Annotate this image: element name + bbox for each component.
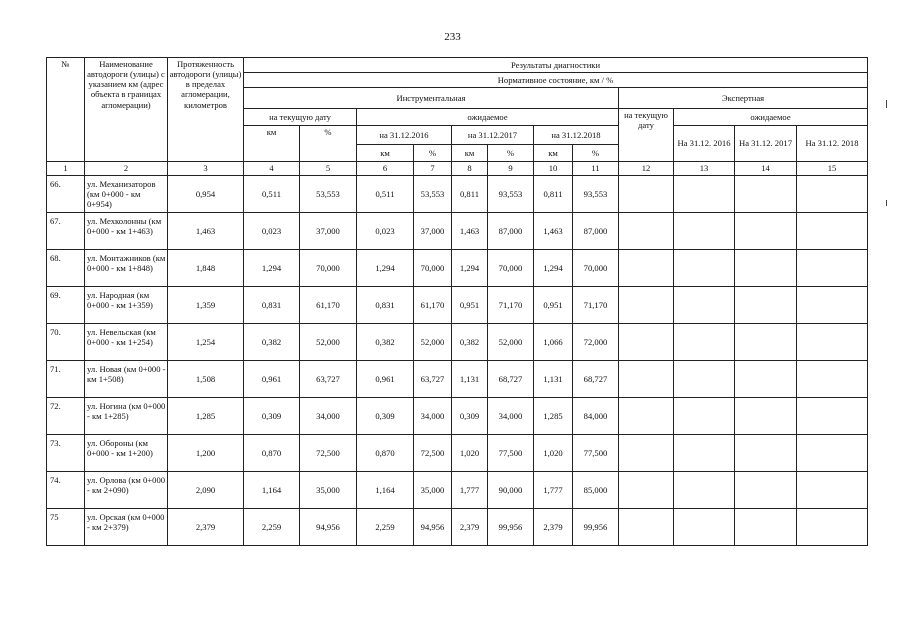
expert-2018-cell — [797, 176, 868, 213]
road-name-cell: ул. Мехколонны (км 0+000 - км 1+463) — [85, 213, 168, 250]
pct-2018-cell: 72,000 — [573, 324, 619, 361]
expert-2017-cell — [735, 324, 797, 361]
road-length-cell: 2,090 — [168, 472, 244, 509]
current-km-cell: 0,831 — [244, 287, 300, 324]
row-number-cell: 73. — [47, 435, 85, 472]
header-date-2017: на 31.12.2017 — [452, 126, 534, 145]
expert-2016-cell — [674, 324, 735, 361]
km-2017-cell: 2,379 — [452, 509, 488, 546]
expert-2017-cell — [735, 509, 797, 546]
km-2018-cell: 2,379 — [534, 509, 573, 546]
expert-2016-cell — [674, 398, 735, 435]
km-2016-cell: 0,382 — [357, 324, 414, 361]
current-km-cell: 1,294 — [244, 250, 300, 287]
header-expert-current-date: на текущую дату — [619, 109, 674, 162]
pct-2018-cell: 99,956 — [573, 509, 619, 546]
current-pct-cell: 72,500 — [300, 435, 357, 472]
header-instrumental: Инструментальная — [244, 88, 619, 109]
expert-2016-cell — [674, 472, 735, 509]
header-number: № — [47, 58, 85, 162]
pct-2018-cell: 93,553 — [573, 176, 619, 213]
header-normative: Нормативное состояние, км / % — [244, 73, 868, 88]
column-number: 12 — [619, 162, 674, 176]
current-pct-cell: 53,553 — [300, 176, 357, 213]
km-2018-cell: 1,131 — [534, 361, 573, 398]
km-2018-cell: 1,285 — [534, 398, 573, 435]
pct-2018-cell: 68,727 — [573, 361, 619, 398]
km-2017-cell: 0,811 — [452, 176, 488, 213]
road-length-cell: 1,508 — [168, 361, 244, 398]
road-length-cell: 1,848 — [168, 250, 244, 287]
road-name-cell: ул. Невельская (км 0+000 - км 1+254) — [85, 324, 168, 361]
column-number: 14 — [735, 162, 797, 176]
header-date-2016: на 31.12.2016 — [357, 126, 452, 145]
column-number: 9 — [488, 162, 534, 176]
expert-2016-cell — [674, 213, 735, 250]
pct-2017-cell: 34,000 — [488, 398, 534, 435]
road-name-cell: ул. Механизаторов (км 0+000 - км 0+954) — [85, 176, 168, 213]
table-row — [47, 324, 868, 361]
km-2017-cell: 1,020 — [452, 435, 488, 472]
column-number: 7 — [414, 162, 452, 176]
expert-2017-cell — [735, 472, 797, 509]
pct-2016-cell: 53,553 — [414, 176, 452, 213]
current-km-cell: 0,382 — [244, 324, 300, 361]
km-2018-cell: 0,951 — [534, 287, 573, 324]
current-km-cell: 0,961 — [244, 361, 300, 398]
expert-current-cell — [619, 176, 674, 213]
km-2017-cell: 1,777 — [452, 472, 488, 509]
header-expert: Экспертная — [619, 88, 868, 109]
road-length-cell: 1,359 — [168, 287, 244, 324]
km-2016-cell: 0,511 — [357, 176, 414, 213]
km-2017-cell: 0,309 — [452, 398, 488, 435]
row-number-cell: 75 — [47, 509, 85, 546]
pct-2016-cell: 70,000 — [414, 250, 452, 287]
pct-2017-cell: 70,000 — [488, 250, 534, 287]
km-2016-cell: 0,831 — [357, 287, 414, 324]
header-date-2018: на 31.12.2018 — [534, 126, 619, 145]
pct-2017-cell: 99,956 — [488, 509, 534, 546]
pct-2016-cell: 37,000 — [414, 213, 452, 250]
expert-2017-cell — [735, 361, 797, 398]
current-pct-cell: 63,727 — [300, 361, 357, 398]
scan-mark — [886, 100, 887, 108]
expert-current-cell — [619, 509, 674, 546]
expert-2016-cell — [674, 435, 735, 472]
table-row — [47, 287, 868, 324]
road-length-cell: 1,200 — [168, 435, 244, 472]
row-number-cell: 69. — [47, 287, 85, 324]
expert-2017-cell — [735, 213, 797, 250]
header-expert-2018: На 31.12. 2018 — [797, 126, 868, 162]
km-2018-cell: 1,463 — [534, 213, 573, 250]
page-number: 233 — [444, 31, 461, 43]
expert-2017-cell — [735, 287, 797, 324]
pct-2016-cell: 63,727 — [414, 361, 452, 398]
header-km-2018: км — [534, 145, 573, 162]
road-name-cell: ул. Ногина (км 0+000 - км 1+285) — [85, 398, 168, 435]
header-expert-2017: На 31.12. 2017 — [735, 126, 797, 162]
expert-2017-cell — [735, 176, 797, 213]
pct-2016-cell: 72,500 — [414, 435, 452, 472]
km-2016-cell: 0,023 — [357, 213, 414, 250]
table-row — [47, 250, 868, 287]
header-expected: ожидаемое — [357, 109, 619, 126]
current-km-cell: 0,870 — [244, 435, 300, 472]
expert-current-cell — [619, 435, 674, 472]
pct-2017-cell: 71,170 — [488, 287, 534, 324]
road-name-cell: ул. Обороны (км 0+000 - км 1+200) — [85, 435, 168, 472]
pct-2018-cell: 84,000 — [573, 398, 619, 435]
header-expert-2016: На 31.12. 2016 — [674, 126, 735, 162]
column-number: 2 — [85, 162, 168, 176]
column-number: 10 — [534, 162, 573, 176]
current-pct-cell: 34,000 — [300, 398, 357, 435]
expert-2018-cell — [797, 509, 868, 546]
expert-current-cell — [619, 324, 674, 361]
km-2017-cell: 1,294 — [452, 250, 488, 287]
km-2016-cell: 0,309 — [357, 398, 414, 435]
row-number-cell: 67. — [47, 213, 85, 250]
expert-2016-cell — [674, 250, 735, 287]
header-road-name: Наименование автодороги (улицы) с указанием км (адрес объекта в границах агломерации) — [85, 58, 168, 162]
km-2016-cell: 1,294 — [357, 250, 414, 287]
header-km-2017: км — [452, 145, 488, 162]
pct-2017-cell: 52,000 — [488, 324, 534, 361]
pct-2016-cell: 35,000 — [414, 472, 452, 509]
header-results: Результаты диагностики — [244, 58, 868, 73]
km-2018-cell: 1,777 — [534, 472, 573, 509]
header-pct-2017: % — [488, 145, 534, 162]
road-length-cell: 2,379 — [168, 509, 244, 546]
current-pct-cell: 61,170 — [300, 287, 357, 324]
table-row — [47, 398, 868, 435]
column-number: 13 — [674, 162, 735, 176]
expert-2017-cell — [735, 398, 797, 435]
km-2016-cell: 2,259 — [357, 509, 414, 546]
current-km-cell: 0,023 — [244, 213, 300, 250]
km-2018-cell: 1,020 — [534, 435, 573, 472]
expert-2018-cell — [797, 250, 868, 287]
row-number-cell: 68. — [47, 250, 85, 287]
expert-2016-cell — [674, 287, 735, 324]
scan-mark — [886, 200, 887, 206]
pct-2018-cell: 71,170 — [573, 287, 619, 324]
pct-2018-cell: 77,500 — [573, 435, 619, 472]
pct-2017-cell: 77,500 — [488, 435, 534, 472]
road-name-cell: ул. Монтажников (км 0+000 - км 1+848) — [85, 250, 168, 287]
pct-2018-cell: 85,000 — [573, 472, 619, 509]
expert-current-cell — [619, 250, 674, 287]
header-expert-expected: ожидаемое — [674, 109, 868, 126]
expert-2018-cell — [797, 213, 868, 250]
current-km-cell: 0,511 — [244, 176, 300, 213]
header-km-2016: км — [357, 145, 414, 162]
row-number-cell: 74. — [47, 472, 85, 509]
row-number-cell: 70. — [47, 324, 85, 361]
table-body — [47, 176, 868, 546]
column-number: 5 — [300, 162, 357, 176]
road-name-cell: ул. Орлова (км 0+000 - км 2+090) — [85, 472, 168, 509]
header-current-date: на текущую дату — [244, 109, 357, 126]
expert-current-cell — [619, 213, 674, 250]
current-pct-cell: 70,000 — [300, 250, 357, 287]
current-pct-cell: 52,000 — [300, 324, 357, 361]
current-km-cell: 1,164 — [244, 472, 300, 509]
road-name-cell: ул. Народная (км 0+000 - км 1+359) — [85, 287, 168, 324]
km-2016-cell: 0,961 — [357, 361, 414, 398]
expert-current-cell — [619, 361, 674, 398]
column-number: 8 — [452, 162, 488, 176]
km-2017-cell: 0,951 — [452, 287, 488, 324]
expert-current-cell — [619, 398, 674, 435]
header-pct-2016: % — [414, 145, 452, 162]
pct-2016-cell: 61,170 — [414, 287, 452, 324]
column-number: 15 — [797, 162, 868, 176]
row-number-cell: 66. — [47, 176, 85, 213]
expert-2016-cell — [674, 509, 735, 546]
header-pct-2018: % — [573, 145, 619, 162]
road-name-cell: ул. Новая (км 0+000 - км 1+508) — [85, 361, 168, 398]
road-length-cell: 0,954 — [168, 176, 244, 213]
km-2018-cell: 1,294 — [534, 250, 573, 287]
road-length-cell: 1,463 — [168, 213, 244, 250]
road-length-cell: 1,254 — [168, 324, 244, 361]
header-current-km: км — [244, 126, 300, 162]
pct-2018-cell: 87,000 — [573, 213, 619, 250]
current-pct-cell: 35,000 — [300, 472, 357, 509]
km-2016-cell: 1,164 — [357, 472, 414, 509]
current-pct-cell: 37,000 — [300, 213, 357, 250]
pct-2018-cell: 70,000 — [573, 250, 619, 287]
km-2018-cell: 1,066 — [534, 324, 573, 361]
diagnostics-table — [46, 57, 868, 546]
column-number: 6 — [357, 162, 414, 176]
expert-2018-cell — [797, 472, 868, 509]
header-current-pct: % — [300, 126, 357, 162]
column-number: 4 — [244, 162, 300, 176]
expert-2018-cell — [797, 324, 868, 361]
pct-2017-cell: 68,727 — [488, 361, 534, 398]
current-km-cell: 0,309 — [244, 398, 300, 435]
expert-current-cell — [619, 287, 674, 324]
pct-2016-cell: 94,956 — [414, 509, 452, 546]
expert-2018-cell — [797, 435, 868, 472]
expert-2016-cell — [674, 176, 735, 213]
column-number: 1 — [47, 162, 85, 176]
km-2016-cell: 0,870 — [357, 435, 414, 472]
pct-2016-cell: 52,000 — [414, 324, 452, 361]
pct-2017-cell: 93,553 — [488, 176, 534, 213]
table-row — [47, 361, 868, 398]
expert-2018-cell — [797, 361, 868, 398]
table-row — [47, 435, 868, 472]
column-number: 11 — [573, 162, 619, 176]
header-length: Протяженность автодороги (улицы) в пределах агломерации, километров — [168, 58, 244, 162]
row-number-cell: 72. — [47, 398, 85, 435]
table-row — [47, 472, 868, 509]
column-numbers-row — [47, 162, 868, 176]
km-2018-cell: 0,811 — [534, 176, 573, 213]
row-number-cell: 71. — [47, 361, 85, 398]
table-row — [47, 509, 868, 546]
expert-2017-cell — [735, 250, 797, 287]
current-pct-cell: 94,956 — [300, 509, 357, 546]
table-row — [47, 176, 868, 213]
km-2017-cell: 1,463 — [452, 213, 488, 250]
expert-2016-cell — [674, 361, 735, 398]
expert-2018-cell — [797, 287, 868, 324]
table-row — [47, 213, 868, 250]
expert-current-cell — [619, 472, 674, 509]
expert-2017-cell — [735, 435, 797, 472]
pct-2016-cell: 34,000 — [414, 398, 452, 435]
column-number: 3 — [168, 162, 244, 176]
pct-2017-cell: 87,000 — [488, 213, 534, 250]
km-2017-cell: 1,131 — [452, 361, 488, 398]
current-km-cell: 2,259 — [244, 509, 300, 546]
km-2017-cell: 0,382 — [452, 324, 488, 361]
road-name-cell: ул. Орская (км 0+000 - км 2+379) — [85, 509, 168, 546]
road-length-cell: 1,285 — [168, 398, 244, 435]
expert-2018-cell — [797, 398, 868, 435]
pct-2017-cell: 90,000 — [488, 472, 534, 509]
